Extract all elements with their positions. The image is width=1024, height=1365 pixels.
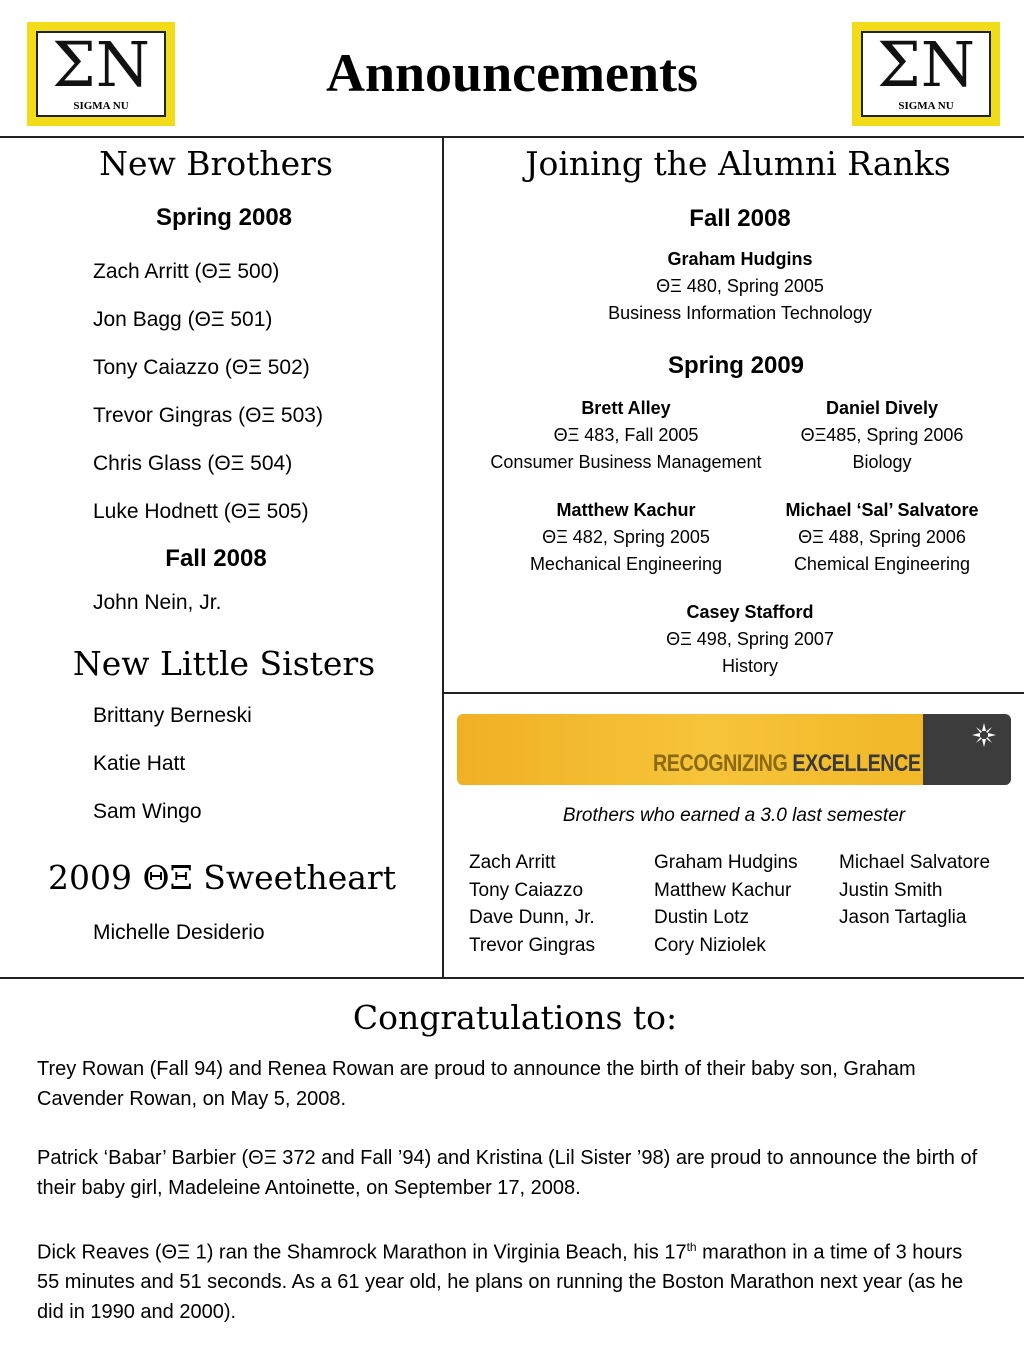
- list-item: Sam Wingo: [93, 800, 202, 823]
- alumni-major: Chemical Engineering: [793, 554, 971, 574]
- alumni-info: ΘΞ 483, Fall 2005: [553, 425, 699, 445]
- list-item: Zach Arritt (ΘΞ 500): [93, 260, 280, 283]
- banner-word-recognizing: RECOGNIZING: [653, 750, 788, 777]
- star-emblem-icon: [971, 722, 997, 748]
- alumni-name: Matthew Kachur: [556, 500, 696, 520]
- list-item: Luke Hodnett (ΘΞ 505): [93, 500, 309, 523]
- alumni-info: ΘΞ 498, Spring 2007: [666, 629, 834, 649]
- alumni-info: ΘΞ 480, Spring 2005: [656, 276, 824, 296]
- new-brothers-heading: New Brothers: [99, 144, 333, 183]
- banner-text: [653, 750, 921, 778]
- alumni-info: ΘΞ 488, Spring 2006: [798, 527, 966, 547]
- paragraph-3-part-b: marathon in a time of 3 hours 55 minutes and 51 seconds. As a 61 year old, he plans on running the Boston Marathon next year (as he did in 1990 and 2000).: [37, 1241, 964, 1323]
- list-item: Chris Glass (ΘΞ 504): [93, 452, 293, 475]
- alumni-major: History: [721, 656, 778, 676]
- logo-caption: SIGMA NU: [73, 100, 129, 112]
- list-item: Dustin Lotz: [654, 907, 750, 928]
- sweetheart-heading: 2009 ΘΞ Sweetheart: [48, 858, 396, 897]
- alumni-name: Michael ‘Sal’ Salvatore: [785, 500, 979, 520]
- alumni-major: Mechanical Engineering: [529, 554, 723, 574]
- page-title: Announcements: [325, 43, 699, 103]
- divider-bottom: [0, 977, 1024, 979]
- list-item: Dave Dunn, Jr.: [469, 907, 595, 928]
- recognizing-excellence-banner: [457, 714, 1011, 785]
- ordinal-suffix: th: [686, 1240, 697, 1254]
- little-sisters-heading: New Little Sisters: [72, 644, 376, 683]
- list-item: Jason Tartaglia: [839, 907, 967, 928]
- list-item: Brittany Berneski: [93, 704, 252, 727]
- list-item: Trevor Gingras (ΘΞ 503): [93, 404, 323, 427]
- list-item: Cory Niziolek: [654, 934, 766, 956]
- alumni-fall-label: Fall 2008: [689, 205, 791, 232]
- banner-dark-panel: [923, 714, 1011, 785]
- alumni-name: Daniel Dively: [825, 398, 939, 418]
- sweetheart-name: Michelle Desiderio: [93, 921, 265, 944]
- logo-glyph: ΣN: [51, 28, 151, 101]
- logo-glyph: ΣN: [876, 28, 976, 101]
- alumni-heading: Joining the Alumni Ranks: [525, 144, 951, 183]
- alumni-spring-label: Spring 2009: [667, 352, 805, 379]
- excellence-caption: Brothers who earned a 3.0 last semester: [562, 805, 906, 826]
- alumni-major: Consumer Business Management: [490, 452, 762, 472]
- list-item: Justin Smith: [839, 879, 943, 901]
- list-item: Tony Caiazzo (ΘΞ 502): [93, 356, 310, 379]
- banner-word-excellence: EXCELLENCE: [792, 750, 921, 777]
- congrats-paragraph-1: Trey Rowan (Fall 94) and Renea Rowan are proud to announce the birth of their baby son, Graham Cavender Rowan, on May 5, 2008.: [37, 1058, 916, 1110]
- paragraph-3-part-a: Dick Reaves (ΘΞ 1) ran the Shamrock Marathon in Virginia Beach, his 17: [37, 1241, 687, 1264]
- sigma-nu-logo-right: [852, 22, 1000, 126]
- alumni-name: Casey Stafford: [686, 602, 814, 622]
- congrats-heading: Congratulations to:: [352, 998, 678, 1037]
- alumni-entry: [752, 497, 1012, 578]
- divider-right-middle: [443, 692, 1024, 694]
- alumni-entry: [600, 599, 900, 680]
- list-item: Graham Hudgins: [654, 852, 798, 873]
- list-item: Michael Salvatore: [839, 852, 991, 873]
- alumni-entry: [456, 395, 796, 476]
- list-item: Matthew Kachur: [654, 879, 792, 901]
- alumni-name: Brett Alley: [581, 398, 671, 418]
- alumni-major: Biology: [852, 452, 912, 472]
- congrats-paragraph-2: Patrick ‘Babar’ Barbier (ΘΞ 372 and Fall ’94) and Kristina (Lil Sister ’98) are proud to announce the birth of their baby girl, Madeleine Antoinette, on September 17, 2008.: [37, 1147, 978, 1199]
- list-item: Jon Bagg (ΘΞ 501): [93, 308, 273, 331]
- logo-caption: SIGMA NU: [898, 100, 954, 112]
- list-item: John Nein, Jr.: [93, 591, 222, 614]
- alumni-entry: [444, 246, 1024, 327]
- congrats-paragraph-3: [37, 1233, 987, 1327]
- excellence-col-1: [469, 849, 595, 959]
- list-item: Trevor Gingras: [469, 934, 595, 956]
- alumni-major: Business Information Technology: [608, 303, 872, 323]
- alumni-info: ΘΞ485, Spring 2006: [800, 425, 964, 445]
- excellence-col-3: [839, 849, 990, 932]
- spring-2008-label: Spring 2008: [155, 204, 293, 231]
- alumni-entry: [762, 395, 1002, 476]
- alumni-info: ΘΞ 482, Spring 2005: [542, 527, 710, 547]
- fall-2008-label: Fall 2008: [165, 545, 267, 572]
- list-item: Katie Hatt: [93, 752, 186, 775]
- divider-top: [0, 136, 1024, 138]
- list-item: Zach Arritt: [469, 852, 556, 873]
- alumni-name: Graham Hudgins: [667, 249, 813, 269]
- alumni-entry: [476, 497, 776, 578]
- list-item: Tony Caiazzo: [469, 879, 584, 901]
- excellence-col-2: [654, 849, 798, 959]
